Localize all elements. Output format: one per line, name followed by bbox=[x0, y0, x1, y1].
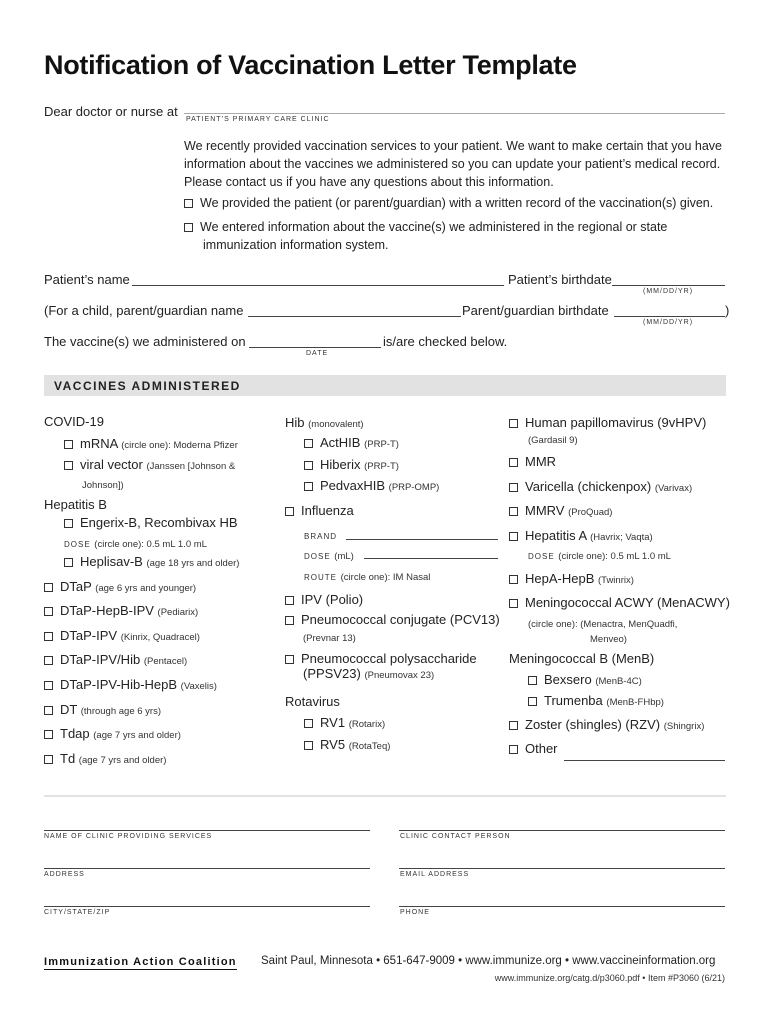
checkbox[interactable] bbox=[509, 532, 518, 541]
clinic-name-line[interactable] bbox=[44, 830, 370, 831]
vaccine-menacwy[interactable]: Meningococcal ACWY (MenACWY) bbox=[509, 595, 730, 610]
checkbox[interactable] bbox=[509, 419, 518, 428]
intro-paragraph: We recently provided vaccination services to your patient. We want to make certain that you have information about the vaccines we administered so you can update your patient’s medical record. Please contact us if you have any questions about this information. bbox=[184, 139, 723, 189]
check-registry[interactable]: We entered information about the vaccine(s) we administered in the regional or state bbox=[184, 220, 667, 234]
checkbox[interactable] bbox=[509, 721, 518, 730]
menacwy-note: (circle one): (Menactra, MenQuadfi, bbox=[528, 619, 678, 630]
checkbox[interactable] bbox=[285, 596, 294, 605]
address-caption: ADDRESS bbox=[44, 871, 85, 878]
checkbox[interactable] bbox=[184, 223, 193, 232]
date-format-1: (MM/DD/YR) bbox=[643, 288, 694, 295]
viral-note-cont: Johnson]) bbox=[82, 480, 124, 491]
close-paren: ) bbox=[725, 303, 730, 318]
vaccine-dtap-ipv-hib-hepb[interactable]: DTaP-IPV-Hib-HepB (Vaxelis) bbox=[44, 677, 217, 692]
checkbox[interactable] bbox=[304, 482, 313, 491]
org-name: Immunization Action Coalition bbox=[44, 956, 237, 968]
vaccine-ipv[interactable]: IPV (Polio) bbox=[285, 592, 363, 607]
checkbox[interactable] bbox=[44, 656, 53, 665]
covid-mrna[interactable]: mRNA (circle one): Moderna Pfizer bbox=[64, 436, 238, 451]
covid-viral-vector[interactable]: viral vector (Janssen [Johnson & bbox=[64, 457, 235, 472]
hpv-note: (Gardasil 9) bbox=[528, 435, 578, 446]
influenza-dose-line[interactable] bbox=[364, 558, 498, 559]
checkbox[interactable] bbox=[285, 655, 294, 664]
checkbox[interactable] bbox=[509, 507, 518, 516]
footer-catalog: www.immunize.org/catg.d/p3060.pdf • Item #P3060 (6/21) bbox=[494, 973, 725, 983]
checkbox[interactable] bbox=[509, 745, 518, 754]
date-format-2: (MM/DD/YR) bbox=[643, 319, 694, 326]
guardian-name-line[interactable] bbox=[248, 316, 461, 317]
salutation: Dear doctor or nurse at bbox=[44, 104, 178, 119]
administered-on-label: The vaccine(s) we administered on bbox=[44, 334, 246, 349]
citystate-line[interactable] bbox=[44, 906, 370, 907]
email-line[interactable] bbox=[399, 868, 725, 869]
vaccine-ppsv[interactable]: Pneumococcal polysaccharide bbox=[285, 651, 477, 666]
contact-line[interactable] bbox=[399, 830, 725, 831]
checkbox[interactable] bbox=[304, 719, 313, 728]
checkbox[interactable] bbox=[285, 616, 294, 625]
vaccine-hepa-hepb[interactable]: HepA-HepB (Twinrix) bbox=[509, 571, 634, 586]
hepb-dose[interactable]: DOSE (circle one): 0.5 mL 1.0 mL bbox=[64, 539, 207, 550]
menb-heading: Meningococcal B (MenB) bbox=[509, 651, 655, 666]
checkbox[interactable] bbox=[44, 681, 53, 690]
vaccine-other[interactable]: Other bbox=[509, 741, 558, 756]
checkbox[interactable] bbox=[509, 483, 518, 492]
vaccine-pcv[interactable]: Pneumococcal conjugate (PCV13) bbox=[285, 612, 500, 627]
checkbox[interactable] bbox=[528, 676, 537, 685]
checkbox[interactable] bbox=[304, 741, 313, 750]
vaccine-tdap[interactable]: Tdap (age 7 yrs and older) bbox=[44, 726, 181, 741]
checkbox[interactable] bbox=[304, 461, 313, 470]
vaccine-zoster[interactable]: Zoster (shingles) (RZV) (Shingrix) bbox=[509, 717, 704, 732]
clinic-caption: PATIENT’S PRIMARY CARE CLINIC bbox=[186, 116, 330, 123]
patient-name-label: Patient’s name bbox=[44, 272, 130, 287]
checkbox[interactable] bbox=[64, 461, 73, 470]
checkbox[interactable] bbox=[304, 439, 313, 448]
checkbox[interactable] bbox=[44, 607, 53, 616]
page-title: Notification of Vaccination Letter Template bbox=[44, 50, 577, 80]
clinic-name-caption: NAME OF CLINIC PROVIDING SERVICES bbox=[44, 833, 213, 840]
vaccine-dtap-hepb-ipv[interactable]: DTaP-HepB-IPV (Pediarix) bbox=[44, 603, 198, 618]
checkbox[interactable] bbox=[509, 458, 518, 467]
influenza-route[interactable]: ROUTE (circle one): IM Nasal bbox=[304, 572, 431, 583]
address-line[interactable] bbox=[44, 868, 370, 869]
vaccine-dt[interactable]: DT (through age 6 yrs) bbox=[44, 702, 161, 717]
divider bbox=[44, 795, 726, 797]
checkbox[interactable] bbox=[44, 730, 53, 739]
checkbox[interactable] bbox=[509, 575, 518, 584]
hepb-engerix[interactable]: Engerix-B, Recombivax HB bbox=[64, 515, 238, 530]
checkbox[interactable] bbox=[44, 755, 53, 764]
clinic-line[interactable] bbox=[184, 113, 725, 114]
hib-pedvax[interactable]: PedvaxHIB (PRP-OMP) bbox=[304, 478, 439, 493]
vaccine-dtap[interactable]: DTaP (age 6 yrs and younger) bbox=[44, 579, 196, 594]
citystate-caption: CITY/STATE/ZIP bbox=[44, 909, 111, 916]
guardian-name-label: (For a child, parent/guardian name bbox=[44, 303, 244, 318]
guardian-birthdate-label: Parent/guardian birthdate bbox=[462, 303, 609, 318]
rotavirus-heading: Rotavirus bbox=[285, 694, 340, 709]
checkbox[interactable] bbox=[44, 632, 53, 641]
checkbox[interactable] bbox=[64, 558, 73, 567]
menacwy-note-cont: Menveo) bbox=[590, 634, 627, 645]
checkbox[interactable] bbox=[285, 507, 294, 516]
influenza-brand-label: BRAND bbox=[304, 532, 338, 541]
vaccine-mmr[interactable]: MMR bbox=[509, 454, 556, 469]
patient-birthdate-line[interactable] bbox=[612, 285, 725, 286]
vaccine-varicella[interactable]: Varicella (chickenpox) (Varivax) bbox=[509, 479, 692, 494]
phone-line[interactable] bbox=[399, 906, 725, 907]
email-caption: EMAIL ADDRESS bbox=[400, 871, 470, 878]
vaccine-influenza[interactable]: Influenza bbox=[285, 503, 354, 518]
hepb-heplisav[interactable]: Heplisav-B (age 18 yrs and older) bbox=[64, 554, 239, 569]
vaccine-dtap-ipv-hib[interactable]: DTaP-IPV/Hib (Pentacel) bbox=[44, 652, 187, 667]
checkbox[interactable] bbox=[528, 697, 537, 706]
vaccine-hepa[interactable]: Hepatitis A (Havrix; Vaqta) bbox=[509, 528, 653, 543]
check-registry-cont: immunization information system. bbox=[203, 238, 389, 252]
section-title: VACCINES ADMINISTERED bbox=[54, 379, 241, 393]
section-banner bbox=[44, 375, 726, 396]
ppsv-cont: (PPSV23) (Pneumovax 23) bbox=[303, 666, 435, 681]
vaccine-mmrv[interactable]: MMRV (ProQuad) bbox=[509, 503, 612, 518]
vaccine-td[interactable]: Td (age 7 yrs and older) bbox=[44, 751, 166, 766]
checkbox[interactable] bbox=[184, 199, 193, 208]
menb-trumenba[interactable]: Trumenba (MenB-FHbp) bbox=[528, 693, 664, 708]
checkbox[interactable] bbox=[509, 599, 518, 608]
hepb-heading: Hepatitis B bbox=[44, 497, 107, 512]
influenza-brand-line[interactable] bbox=[346, 539, 498, 540]
checked-below-label: is/are checked below. bbox=[383, 334, 508, 349]
rota-rv5[interactable]: RV5 (RotaTeq) bbox=[304, 737, 390, 752]
phone-caption: PHONE bbox=[400, 909, 430, 916]
hib-heading: Hib (monovalent) bbox=[285, 415, 364, 430]
rota-rv1[interactable]: RV1 (Rotarix) bbox=[304, 715, 385, 730]
patient-birthdate-label: Patient’s birthdate bbox=[508, 272, 612, 287]
check-written-record[interactable]: We provided the patient (or parent/guardian) with a written record of the vaccination(s) given. bbox=[184, 196, 713, 210]
influenza-dose-label: DOSE (mL) bbox=[304, 551, 354, 562]
checkbox[interactable] bbox=[64, 519, 73, 528]
guardian-birthdate-line[interactable] bbox=[614, 316, 725, 317]
checkbox[interactable] bbox=[44, 583, 53, 592]
date-caption: DATE bbox=[306, 350, 329, 357]
covid-heading: COVID-19 bbox=[44, 414, 104, 429]
footer-contact: Saint Paul, Minnesota • 651-647-9009 • www.immunize.org • www.vaccineinformation.org bbox=[261, 955, 716, 967]
pcv-note: (Prevnar 13) bbox=[303, 633, 356, 644]
checkbox[interactable] bbox=[64, 440, 73, 449]
menb-bexsero[interactable]: Bexsero (MenB-4C) bbox=[528, 672, 642, 687]
administered-date-line[interactable] bbox=[249, 347, 381, 348]
hib-hiberix[interactable]: Hiberix (PRP-T) bbox=[304, 457, 399, 472]
hepa-dose[interactable]: DOSE (circle one): 0.5 mL 1.0 mL bbox=[528, 551, 671, 562]
vaccine-dtap-ipv[interactable]: DTaP-IPV (Kinrix, Quadracel) bbox=[44, 628, 200, 643]
vaccine-hpv[interactable]: Human papillomavirus (9vHPV) bbox=[509, 415, 706, 430]
checkbox[interactable] bbox=[44, 706, 53, 715]
contact-caption: CLINIC CONTACT PERSON bbox=[400, 833, 511, 840]
patient-name-line[interactable] bbox=[132, 285, 504, 286]
other-line[interactable] bbox=[564, 760, 725, 761]
hib-acthib[interactable]: ActHIB (PRP-T) bbox=[304, 435, 399, 450]
